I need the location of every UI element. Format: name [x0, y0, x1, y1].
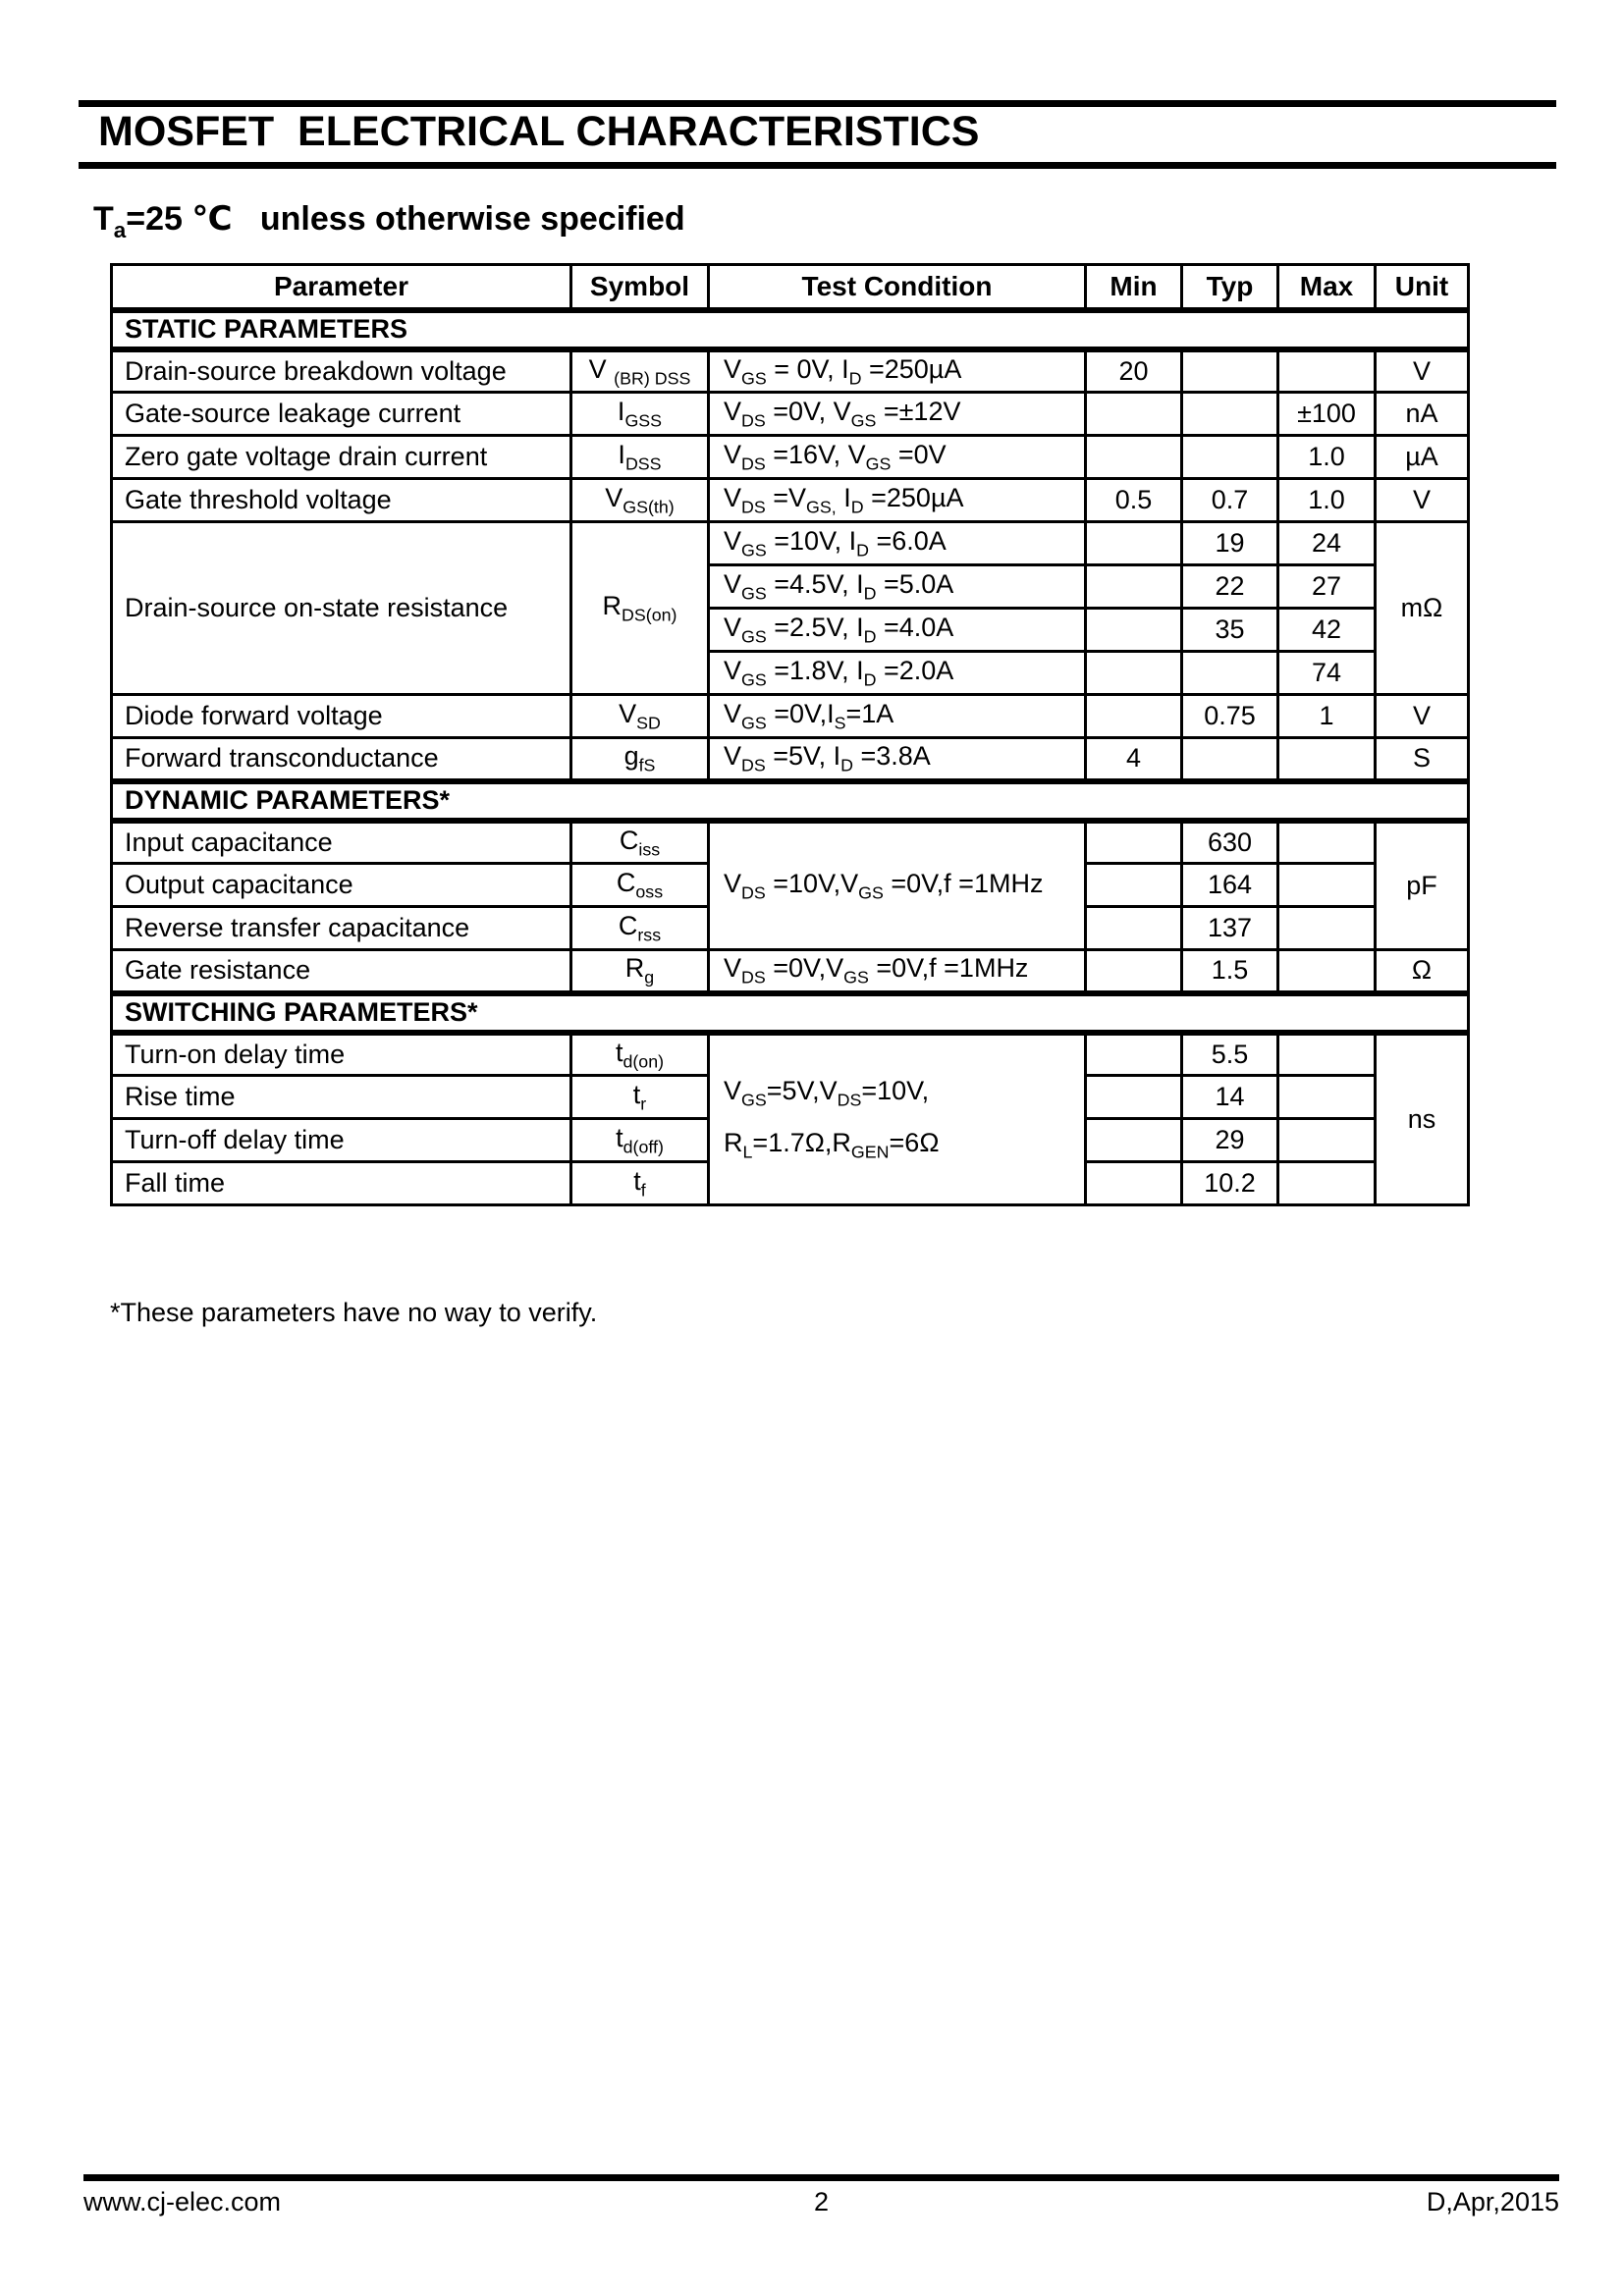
min-cell	[1086, 393, 1182, 436]
row-zero-gate-current	[112, 436, 1469, 479]
cond-cell: $V_{GS} =0V,I_S=1A$	[709, 695, 1086, 738]
param-cell: Turn-off delay time	[112, 1119, 571, 1162]
footer-website: www.cj-elec.com	[83, 2187, 282, 2216]
max-cell: ±100	[1278, 393, 1376, 436]
col-header-max: Max	[1278, 265, 1376, 310]
symbol-cell: $C_{oss}$	[571, 864, 709, 907]
min-cell	[1086, 695, 1182, 738]
row-rdson-1	[112, 522, 1469, 565]
symbol-cell: $t_{d(off)}$	[571, 1119, 709, 1162]
unit-cell: V	[1376, 479, 1469, 522]
row-breakdown-voltage	[112, 349, 1469, 393]
col-header-min: Min	[1086, 265, 1182, 310]
section-row-switching	[112, 993, 1469, 1033]
cond-cell: $V_{DS} =10V,V_{GS} =0V,f =1MHz$	[709, 821, 1086, 950]
symbol-cell: $t_r$	[571, 1076, 709, 1119]
param-cell: Gate resistance	[112, 950, 571, 993]
max-cell	[1278, 349, 1376, 393]
typ-cell	[1182, 349, 1278, 393]
cond-cell: $V_{DS} =16V$, $V_{GS} =0V$	[709, 436, 1086, 479]
typ-cell	[1182, 393, 1278, 436]
typ-cell: 137	[1182, 907, 1278, 950]
min-cell	[1086, 1119, 1182, 1162]
unit-cell: V	[1376, 349, 1469, 393]
row-diode-forward-voltage	[112, 695, 1469, 738]
symbol-cell: $g_{fS}$	[571, 738, 709, 781]
symbol-cell: $t_{d(on)}$	[571, 1033, 709, 1076]
symbol-cell: $R_g$	[571, 950, 709, 993]
col-header-unit: Unit	[1376, 265, 1469, 310]
cond-cell: $V_{GS} = 0V$, $I_D =250\mu A$	[709, 349, 1086, 393]
symbol-cell: $V_{GS(th)}$	[571, 479, 709, 522]
symbol-cell: $R_{DS(on)}$	[571, 522, 709, 695]
min-cell	[1086, 1033, 1182, 1076]
title-bottom-rule	[79, 162, 1556, 169]
min-cell	[1086, 907, 1182, 950]
min-cell	[1086, 821, 1182, 864]
section-header-dynamic: DYNAMIC PARAMETERS*	[112, 781, 1469, 821]
symbol-cell: $V_{SD}$	[571, 695, 709, 738]
unit-cell: mΩ	[1376, 522, 1469, 695]
min-cell: 20	[1086, 349, 1182, 393]
col-header-typ: Typ	[1182, 265, 1278, 310]
characteristics-table-wrap	[110, 263, 1470, 1206]
min-cell	[1086, 436, 1182, 479]
min-cell	[1086, 609, 1182, 652]
typ-cell: 22	[1182, 565, 1278, 609]
symbol-cell: $C_{iss}$	[571, 821, 709, 864]
col-header-parameter: Parameter	[112, 265, 571, 310]
max-cell	[1278, 738, 1376, 781]
symbol-cell: $t_f$	[571, 1162, 709, 1205]
param-cell: Diode forward voltage	[112, 695, 571, 738]
unit-cell: nA	[1376, 393, 1469, 436]
symbol-cell: $I_{GSS}$	[571, 393, 709, 436]
max-cell	[1278, 1162, 1376, 1205]
cond-cell: $V_{GS} =2.5V$, $I_D =4.0A$	[709, 609, 1086, 652]
max-cell: 1.0	[1278, 479, 1376, 522]
table-header-row	[112, 265, 1469, 310]
typ-cell: 10.2	[1182, 1162, 1278, 1205]
cond-cell: $V_{DS} =5V$, $I_D =3.8A$	[709, 738, 1086, 781]
max-cell: 27	[1278, 565, 1376, 609]
section-header-static: STATIC PARAMETERS	[112, 310, 1469, 349]
max-cell: 42	[1278, 609, 1376, 652]
min-cell	[1086, 1076, 1182, 1119]
param-cell: Output capacitance	[112, 864, 571, 907]
col-header-symbol: Symbol	[571, 265, 709, 310]
row-turn-on-delay	[112, 1033, 1469, 1076]
max-cell	[1278, 1119, 1376, 1162]
unit-cell: Ω	[1376, 950, 1469, 993]
min-cell	[1086, 950, 1182, 993]
section-row-static	[112, 310, 1469, 349]
min-cell: 0.5	[1086, 479, 1182, 522]
min-cell	[1086, 652, 1182, 695]
row-input-capacitance	[112, 821, 1469, 864]
typ-cell	[1182, 436, 1278, 479]
max-cell	[1278, 950, 1376, 993]
unit-cell: V	[1376, 695, 1469, 738]
cond-cell: $V_{DS} =0V,V_{GS} =0V,f =1MHz$	[709, 950, 1086, 993]
unit-cell: S	[1376, 738, 1469, 781]
typ-cell	[1182, 652, 1278, 695]
cond-cell	[709, 1033, 1086, 1205]
typ-cell: 0.7	[1182, 479, 1278, 522]
temperature-condition-note: $T_a=25$ ℃ unless otherwise specified	[93, 200, 685, 242]
symbol-cell: $C_{rss}$	[571, 907, 709, 950]
max-cell: 74	[1278, 652, 1376, 695]
max-cell	[1278, 1076, 1376, 1119]
typ-cell: 19	[1182, 522, 1278, 565]
max-cell: 1	[1278, 695, 1376, 738]
param-cell: Gate-source leakage current	[112, 393, 571, 436]
section-header-switching: SWITCHING PARAMETERS*	[112, 993, 1469, 1033]
param-cell: Forward transconductance	[112, 738, 571, 781]
max-cell	[1278, 907, 1376, 950]
cond-line-1: $V_{GS}=5V,V_{DS}=10V$,	[724, 1075, 930, 1110]
min-cell	[1086, 864, 1182, 907]
cond-cell: $V_{DS} =0V$, $V_{GS} =\pm 12V$	[709, 393, 1086, 436]
electrical-characteristics-table	[110, 263, 1470, 1206]
row-transconductance	[112, 738, 1469, 781]
row-gate-threshold	[112, 479, 1469, 522]
param-cell: Fall time	[112, 1162, 571, 1205]
param-cell: Drain-source on-state resistance	[112, 522, 571, 695]
cond-line-2: $R_L=1.7\Omega,R_{GEN}=6\Omega$	[724, 1128, 940, 1162]
max-cell: 24	[1278, 522, 1376, 565]
param-cell: Drain-source breakdown voltage	[112, 349, 571, 393]
typ-cell: 0.75	[1182, 695, 1278, 738]
typ-cell: 14	[1182, 1076, 1278, 1119]
cond-cell: $V_{GS} =10V$, $I_D =6.0A$	[709, 522, 1086, 565]
typ-cell	[1182, 738, 1278, 781]
footer-revision-date: D,Apr,2015	[1426, 2187, 1559, 2216]
param-cell: Reverse transfer capacitance	[112, 907, 571, 950]
param-cell: Zero gate voltage drain current	[112, 436, 571, 479]
param-cell: Turn-on delay time	[112, 1033, 571, 1076]
param-cell: Input capacitance	[112, 821, 571, 864]
max-cell	[1278, 821, 1376, 864]
symbol-cell: $I_{DSS}$	[571, 436, 709, 479]
typ-cell: 29	[1182, 1119, 1278, 1162]
cond-cell: $V_{GS} =4.5V$, $I_D =5.0A$	[709, 565, 1086, 609]
unit-cell: µA	[1376, 436, 1469, 479]
max-cell: 1.0	[1278, 436, 1376, 479]
min-cell: 4	[1086, 738, 1182, 781]
footnote: *These parameters have no way to verify.	[110, 1298, 598, 1327]
param-cell: Gate threshold voltage	[112, 479, 571, 522]
cond-cell: $V_{DS} =V_{GS,}$ $I_D =250\mu A$	[709, 479, 1086, 522]
typ-cell: 1.5	[1182, 950, 1278, 993]
row-gate-leakage	[112, 393, 1469, 436]
max-cell	[1278, 864, 1376, 907]
symbol-cell: V $_{(BR) DSS}$	[571, 349, 709, 393]
min-cell	[1086, 1162, 1182, 1205]
unit-cell: ns	[1376, 1033, 1469, 1205]
col-header-test-condition: Test Condition	[709, 265, 1086, 310]
cond-cell: $V_{GS} =1.8V$, $I_D =2.0A$	[709, 652, 1086, 695]
row-gate-resistance	[112, 950, 1469, 993]
title-top-rule	[79, 100, 1556, 107]
typ-cell: 35	[1182, 609, 1278, 652]
max-cell	[1278, 1033, 1376, 1076]
footer-rule	[83, 2174, 1559, 2181]
min-cell	[1086, 565, 1182, 609]
typ-cell: 630	[1182, 821, 1278, 864]
page-title: MOSFET ELECTRICAL CHARACTERISTICS	[98, 108, 980, 155]
unit-cell: pF	[1376, 821, 1469, 950]
section-row-dynamic	[112, 781, 1469, 821]
min-cell	[1086, 522, 1182, 565]
footer-page-number: 2	[813, 2187, 830, 2216]
param-cell: Rise time	[112, 1076, 571, 1119]
typ-cell: 5.5	[1182, 1033, 1278, 1076]
typ-cell: 164	[1182, 864, 1278, 907]
